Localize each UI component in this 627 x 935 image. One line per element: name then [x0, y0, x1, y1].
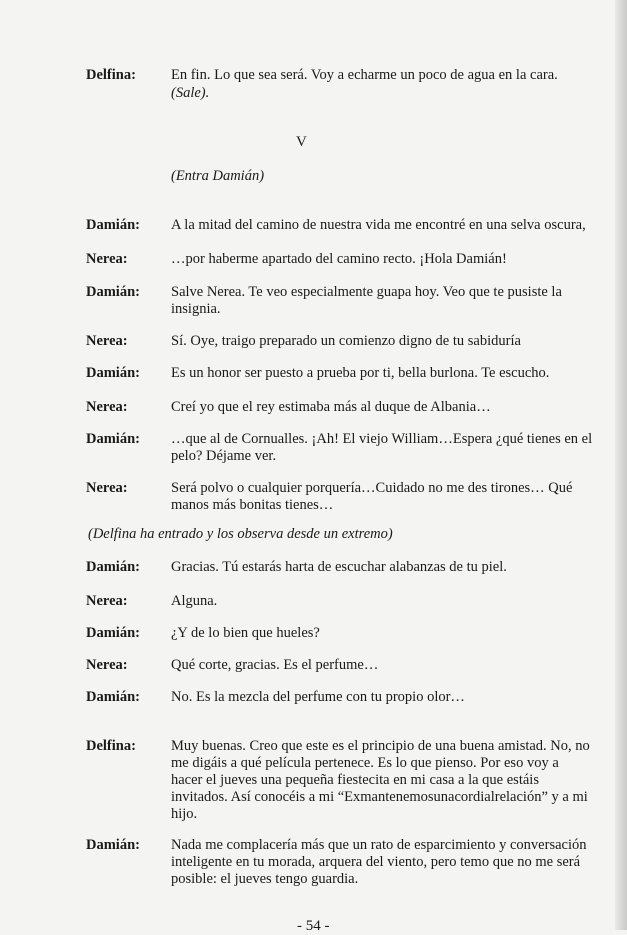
speaker-name: Damián:	[86, 284, 140, 300]
speaker-name: Damián:	[86, 217, 140, 233]
dialogue-line: hijo.	[171, 806, 198, 822]
speaker-name: Damián:	[86, 431, 140, 447]
dialogue-line: A la mitad del camino de nuestra vida me encontré en una selva oscura,	[171, 217, 586, 233]
dialogue-line: …por haberme apartado del camino recto. ¡Hola Damián!	[171, 251, 507, 267]
dialogue-line: Creí yo que el rey estimaba más al duque de Albania…	[171, 399, 491, 415]
stage-direction-enter: (Entra Damián)	[171, 168, 265, 184]
dialogue-line: insignia.	[171, 301, 221, 317]
speaker-name: Delfina:	[86, 738, 136, 754]
speaker-name: Delfina:	[86, 67, 136, 83]
speaker-name: Damián:	[86, 689, 140, 705]
dialogue-line: manos más bonitas tienes…	[171, 497, 334, 513]
page-number: - 54 -	[297, 918, 330, 934]
dialogue-line: Gracias. Tú estarás harta de escuchar alabanzas de tu piel.	[171, 559, 507, 575]
dialogue-line: inteligente en tu morada, arquera del viento, pero temo que no me será	[171, 854, 581, 870]
page-edge-shadow	[615, 0, 627, 930]
dialogue-line: Alguna.	[171, 593, 218, 609]
speaker-name: Nerea:	[86, 333, 128, 349]
dialogue-line: Será polvo o cualquier porquería…Cuidado no me des tirones… Qué	[171, 480, 573, 496]
dialogue-line: Es un honor ser puesto a prueba por ti, bella burlona. Te escucho.	[171, 365, 550, 381]
speaker-name: Damián:	[86, 559, 140, 575]
dialogue-line: En fin. Lo que sea será. Voy a echarme un poco de agua en la cara.	[171, 67, 558, 83]
dialogue-line: hacer el jueves una pequeña fiestecita en mi casa a la que estáis	[171, 772, 539, 788]
dialogue-line: pelo? Déjame ver.	[171, 448, 277, 464]
dialogue-line: Qué corte, gracias. Es el perfume…	[171, 657, 379, 673]
dialogue-line: invitados. Así conocéis a mi “Exmantenemosunacordialrelación” y a mi	[171, 789, 588, 805]
speaker-name: Nerea:	[86, 251, 128, 267]
stage-direction-delfina: (Delfina ha entrado y los observa desde un extremo)	[88, 526, 393, 542]
speaker-name: Damián:	[86, 837, 140, 853]
speaker-name: Damián:	[86, 625, 140, 641]
dialogue-line: Salve Nerea. Te veo especialmente guapa hoy. Veo que te pusiste la	[171, 284, 562, 300]
speaker-name: Nerea:	[86, 593, 128, 609]
dialogue-line: …que al de Cornualles. ¡Ah! El viejo William…Espera ¿qué tienes en el	[171, 431, 593, 447]
speaker-name: Damián:	[86, 365, 140, 381]
dialogue-line: posible: el jueves tengo guardia.	[171, 871, 359, 887]
dialogue-line: Sí. Oye, traigo preparado un comienzo digno de tu sabiduría	[171, 333, 521, 349]
dialogue-line: me digáis a qué película pertenece. Es lo que pienso. Por eso voy a	[171, 755, 559, 771]
stage-direction: (Sale).	[171, 85, 210, 101]
dialogue-line: Nada me complacería más que un rato de esparcimiento y conversación	[171, 837, 587, 853]
speaker-name: Nerea:	[86, 399, 128, 415]
dialogue-line: Muy buenas. Creo que este es el principio de una buena amistad. No, no	[171, 738, 590, 754]
dialogue-line: No. Es la mezcla del perfume con tu propio olor…	[171, 689, 465, 705]
dialogue-line: ¿Y de lo bien que hueles?	[171, 625, 320, 641]
speaker-name: Nerea:	[86, 480, 128, 496]
speaker-name: Nerea:	[86, 657, 128, 673]
scene-number: V	[296, 134, 307, 150]
